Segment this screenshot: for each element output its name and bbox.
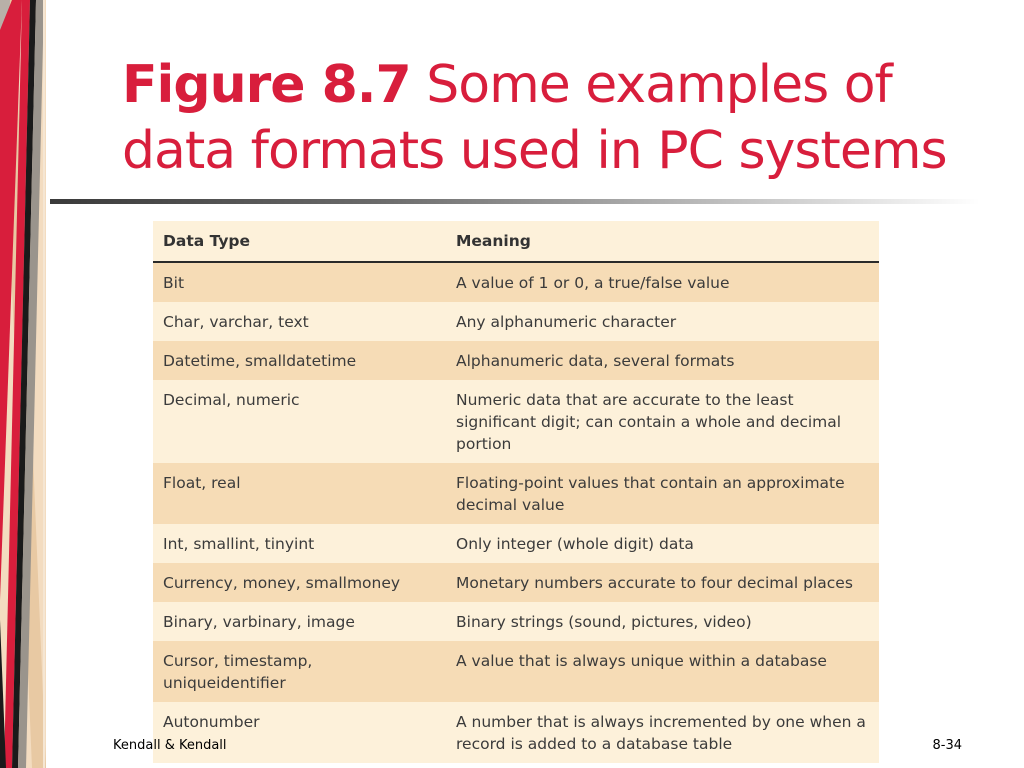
data-type-cell: Autonumber [153, 702, 446, 763]
data-type-cell: Cursor, timestamp, uniqueidentifier [153, 641, 446, 702]
table-row [153, 262, 879, 302]
data-type-cell: Decimal, numeric [153, 380, 446, 463]
meaning-cell: Any alphanumeric character [446, 302, 879, 341]
data-type-cell: Bit [153, 262, 446, 302]
meaning-cell: A value that is always unique within a database [446, 641, 879, 702]
table-row [153, 563, 879, 602]
meaning-cell: Alphanumeric data, several formats [446, 341, 879, 380]
header-meaning: Meaning [446, 221, 879, 262]
data-type-cell: Float, real [153, 463, 446, 524]
meaning-cell: Monetary numbers accurate to four decimal places [446, 563, 879, 602]
meaning-cell: Only integer (whole digit) data [446, 524, 879, 563]
data-formats-table [153, 221, 879, 763]
meaning-cell: Binary strings (sound, pictures, video) [446, 602, 879, 641]
slide-title [122, 52, 1002, 184]
meaning-cell: Floating-point values that contain an approximate decimal value [446, 463, 879, 524]
table-row [153, 380, 879, 463]
meaning-cell: A value of 1 or 0, a true/false value [446, 262, 879, 302]
data-type-cell: Binary, varbinary, image [153, 602, 446, 641]
table-row [153, 341, 879, 380]
table-row [153, 463, 879, 524]
slide-number: 8-34 [932, 738, 962, 753]
table-row [153, 602, 879, 641]
meaning-cell: Numeric data that are accurate to the least significant digit; can contain a whole and decimal portion [446, 380, 879, 463]
data-type-cell: Char, varchar, text [153, 302, 446, 341]
title-text: Some examples of data formats used in PC systems [122, 55, 947, 181]
meaning-cell: A number that is always incremented by one when a record is added to a database table [446, 702, 879, 763]
table-row [153, 524, 879, 563]
figure-label: Figure 8.7 [122, 55, 411, 115]
footer-author: Kendall & Kendall [113, 738, 227, 753]
table-header-row [153, 221, 879, 262]
data-type-cell: Int, smallint, tinyint [153, 524, 446, 563]
table-row [153, 641, 879, 702]
decorative-side-stripe [0, 0, 46, 768]
header-data-type: Data Type [153, 221, 446, 262]
title-divider [50, 199, 980, 204]
data-type-cell: Datetime, smalldatetime [153, 341, 446, 380]
table-row [153, 702, 879, 763]
data-type-cell: Currency, money, smallmoney [153, 563, 446, 602]
table-row [153, 302, 879, 341]
